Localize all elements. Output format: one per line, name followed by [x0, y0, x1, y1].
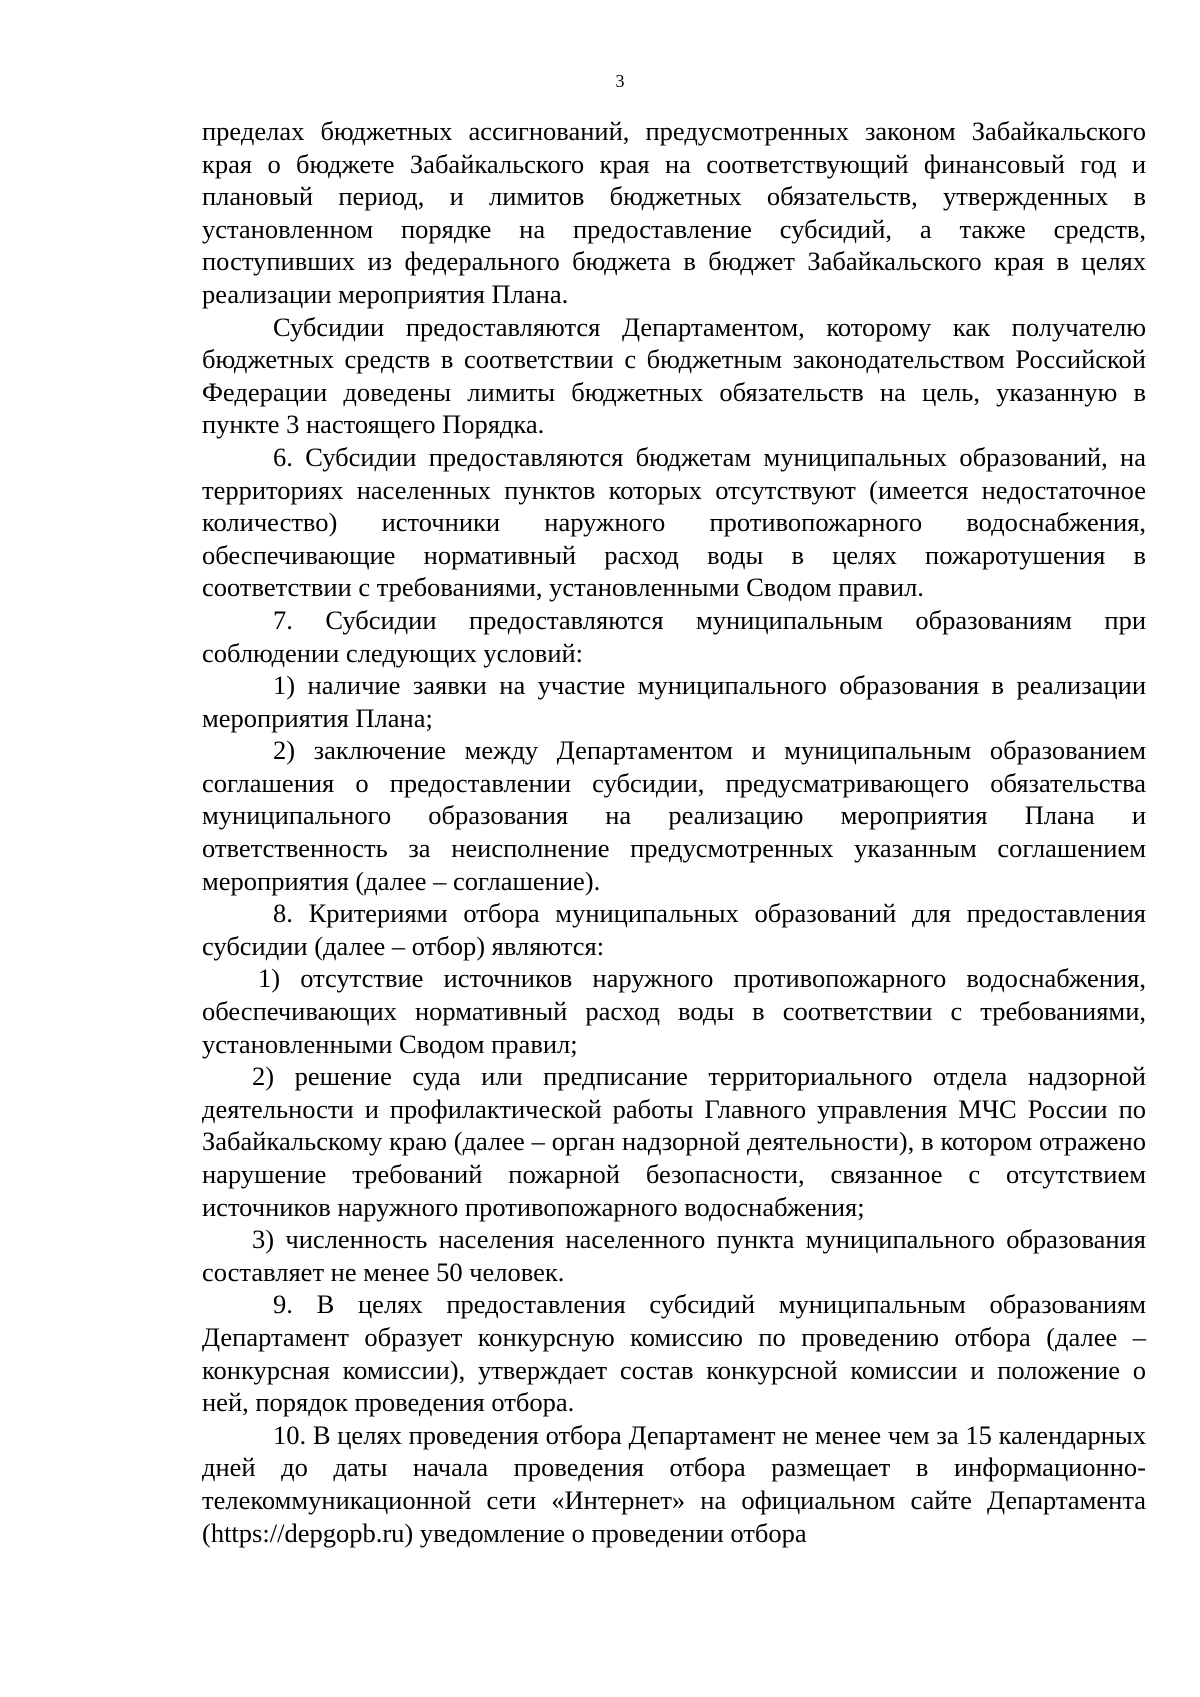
document-body [202, 115, 1146, 1549]
paragraph-item-7: 7. Субсидии предоставляются муниципальным образованиям при соблюдении следующих условий: [202, 604, 1146, 668]
paragraph-continuation: пределах бюджетных ассигнований, предусмотренных законом Забайкальского края о бюджете Забайкальского края на соответствующий финансовый год и плановый период, и лимитов бюджетных обязательств, утвержденных в установленном порядке на предоставление субсидий, а также средств, поступивших из федерального бюджета в бюджет Забайкальского края в целях реализации мероприятия Плана. [202, 116, 1146, 309]
paragraph-item-8-2: 2) решение суда или предписание территориального отдела надзорной деятельности и профилактической работы Главного управления МЧС России по Забайкальскому краю (далее – орган надзорной деятельности), в котором отражено нарушение требований пожарной безопасности, связанное с отсутствием источников наружного противопожарного водоснабжения; [202, 1061, 1146, 1222]
paragraph-item-8-3: 3) численность населения населенного пункта муниципального образования составляет не менее 50 человек. [202, 1224, 1146, 1287]
paragraph-item-10: 10. В целях проведения отбора Департамент не менее чем за 15 календарных дней до даты начала проведения отбора размещает в информационно-телекоммуникационной сети «Интернет» на официальном сайте Департамента (https://depgopb.ru) уведомление о проведении отбора [202, 1419, 1146, 1548]
paragraph-subsidy-provider: Субсидии предоставляются Департаментом, которому как получателю бюджетных средств в соответствии с бюджетным законодательством Российской Федерации доведены лимиты бюджетных обязательств на цель, указанную в пункте 3 настоящего Порядка. [202, 311, 1146, 440]
paragraph-item-8-1: 1) отсутствие источников наружного противопожарного водоснабжения, обеспечивающих нормативный расход воды в соответствии с требованиями, установленными Сводом правил; [202, 963, 1146, 1059]
paragraph-item-8: 8. Критериями отбора муниципальных образований для предоставления субсидии (далее – отбор) являются: [202, 898, 1146, 961]
paragraph-item-9: 9. В целях предоставления субсидий муниципальным образованиям Департамент образует конкурсную комиссию по проведению отбора (далее – конкурсная комиссии), утверждает состав конкурсной комиссии и положение о ней, порядок проведения отбора. [202, 1289, 1146, 1418]
paragraph-item-7-2: 2) заключение между Департаментом и муниципальным образованием соглашения о предоставлении субсидии, предусматривающего обязательства муниципального образования на реализацию мероприятия Плана и ответственность за неисполнение предусмотренных указанным соглашением мероприятия (далее – соглашение). [202, 735, 1146, 896]
paragraph-item-7-1: 1) наличие заявки на участие муниципального образования в реализации мероприятия Плана; [202, 670, 1146, 733]
page-number: 3 [615, 71, 625, 91]
paragraph-item-6: 6. Субсидии предоставляются бюджетам муниципальных образований, на территориях населенных пунктов которых отсутствуют (имеется недостаточное количество) источники наружного противопожарного водоснабжения, обеспечивающие нормативный расход воды в целях пожаротушения в соответствии с требованиями, установленными Сводом правил. [202, 441, 1146, 603]
